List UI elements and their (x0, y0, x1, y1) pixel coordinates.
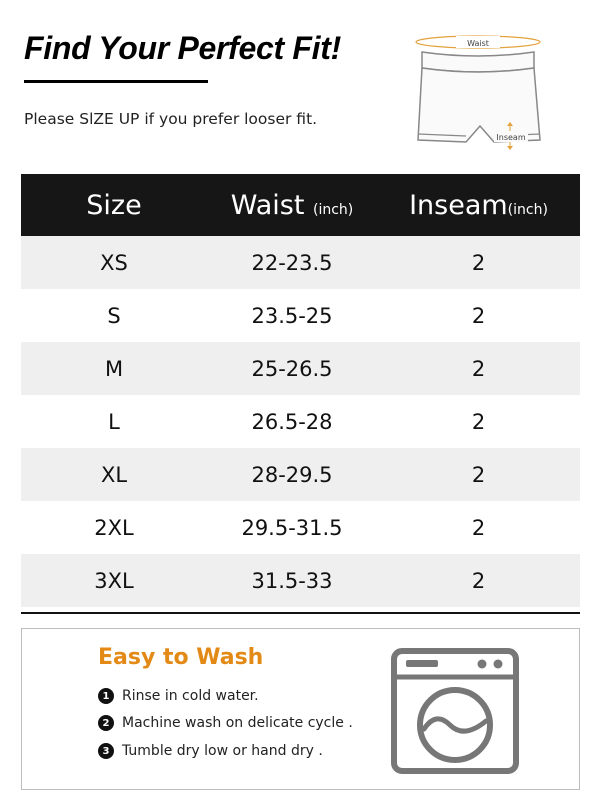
step-text: Tumble dry low or hand dry . (122, 743, 323, 759)
inseam-cell: 2 (471, 462, 486, 487)
care-step (98, 742, 323, 760)
table-row (21, 395, 580, 448)
table-row (21, 501, 580, 554)
care-step (98, 687, 259, 705)
brief-body-shape (418, 68, 540, 142)
table-row (21, 342, 580, 395)
size-cell: 3XL (94, 568, 134, 593)
step-text: Machine wash on delicate cycle . (122, 715, 353, 731)
page-title: Find Your Perfect Fit! (24, 30, 341, 66)
care-instructions-panel (21, 628, 580, 790)
inseam-label: Inseam (496, 133, 526, 142)
column-header-size: Size (86, 189, 142, 221)
size-cell: 2XL (94, 515, 134, 540)
waistband-shape (422, 52, 534, 72)
table-row (21, 554, 580, 607)
inseam-cell: 2 (471, 515, 486, 540)
waist-unit: (inch) (313, 201, 354, 218)
size-chart-table (21, 174, 580, 607)
step-number-badge: 1 (98, 688, 114, 704)
step-number-badge: 2 (98, 715, 114, 731)
inseam-cell: 2 (471, 250, 486, 275)
size-up-note: Please SlZE UP if you prefer looser fit. (24, 110, 318, 128)
step-number-badge: 3 (98, 743, 114, 759)
care-title: Easy to Wash (98, 645, 264, 670)
inseam-cell: 2 (471, 409, 486, 434)
column-header-inseam: Inseam(inch) (409, 189, 548, 221)
size-cell: S (107, 303, 121, 328)
inseam-cell: 2 (471, 568, 486, 593)
column-header-waist: Waist (inch) (230, 189, 354, 221)
size-cell: XL (100, 462, 128, 487)
waist-cell: 25-26.5 (251, 356, 333, 381)
waist-cell: 23.5-25 (251, 303, 333, 328)
table-bottom-rule (21, 612, 580, 614)
step-text: Rinse in cold water. (122, 688, 259, 704)
waist-label: Waist (467, 39, 489, 48)
washing-machine-icon (390, 647, 520, 775)
inseam-cell: 2 (471, 303, 486, 328)
table-row (21, 236, 580, 289)
table-row (21, 289, 580, 342)
size-cell: M (104, 356, 124, 381)
title-underline (24, 80, 208, 83)
waist-cell: 26.5-28 (251, 409, 333, 434)
waist-cell: 29.5-31.5 (241, 515, 343, 540)
waist-cell: 31.5-33 (251, 568, 333, 593)
size-cell: L (108, 409, 120, 434)
table-header-row (21, 174, 580, 236)
inseam-unit: (inch) (507, 201, 548, 218)
boxer-brief-diagram (408, 30, 556, 158)
size-cell: XS (100, 250, 128, 275)
waist-cell: 22-23.5 (251, 250, 333, 275)
table-row (21, 448, 580, 501)
inseam-cell: 2 (471, 356, 486, 381)
waist-cell: 28-29.5 (251, 462, 333, 487)
care-step (98, 714, 353, 732)
